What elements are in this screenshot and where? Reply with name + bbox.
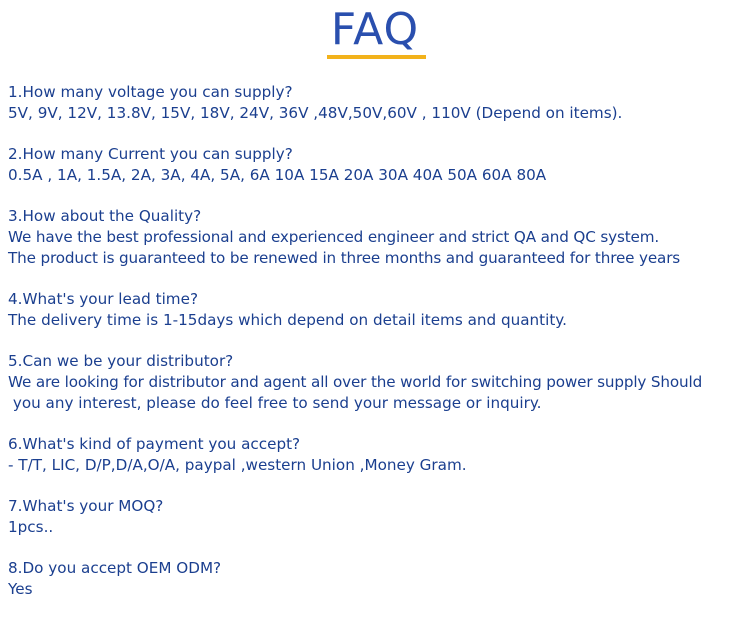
faq-question: 7.What's your MOQ?: [8, 497, 164, 515]
faq-list: [8, 82, 748, 620]
faq-answer: 1pcs..: [8, 518, 54, 536]
faq-answer: - T/T, LIC, D/P,D/A,O/A, paypal ,western Union ,Money Gram.: [8, 456, 467, 474]
faq-item: [8, 351, 748, 414]
faq-answer: We are looking for distributor and agent all over the world for switching power supply Should: [8, 373, 703, 391]
faq-item: [8, 289, 748, 331]
faq-question: 3.How about the Quality?: [8, 207, 202, 225]
page-title: FAQ: [330, 4, 420, 55]
faq-question: 6.What's kind of payment you accept?: [8, 435, 301, 453]
faq-answer: The delivery time is 1-15days which depend on detail items and quantity.: [8, 311, 567, 329]
faq-question: 4.What's your lead time?: [8, 290, 198, 308]
title-underline: [327, 55, 426, 59]
faq-question: 5.Can we be your distributor?: [8, 352, 234, 370]
faq-header: [0, 4, 750, 56]
faq-item: [8, 206, 748, 269]
faq-question: 8.Do you accept OEM ODM?: [8, 559, 222, 577]
faq-answer: We have the best professional and experienced engineer and strict QA and QC system.: [8, 228, 660, 246]
faq-answer: 0.5A , 1A, 1.5A, 2A, 3A, 4A, 5A, 6A 10A 15A 20A 30A 40A 50A 60A 80A: [8, 166, 547, 184]
faq-answer: The product is guaranteed to be renewed in three months and guaranteed for three years: [8, 249, 681, 267]
faq-answer: 5V, 9V, 12V, 13.8V, 15V, 18V, 24V, 36V ,48V,50V,60V , 110V (Depend on items).: [8, 104, 623, 122]
faq-item: [8, 496, 748, 538]
faq-item: [8, 82, 748, 124]
faq-question: 2.How many Current you can supply?: [8, 145, 293, 163]
faq-answer: you any interest, please do feel free to send your message or inquiry.: [8, 394, 542, 412]
faq-item: [8, 558, 748, 600]
faq-question: 1.How many voltage you can supply?: [8, 83, 293, 101]
faq-answer: Yes: [8, 580, 33, 598]
faq-item: [8, 144, 748, 186]
faq-item: [8, 434, 748, 476]
